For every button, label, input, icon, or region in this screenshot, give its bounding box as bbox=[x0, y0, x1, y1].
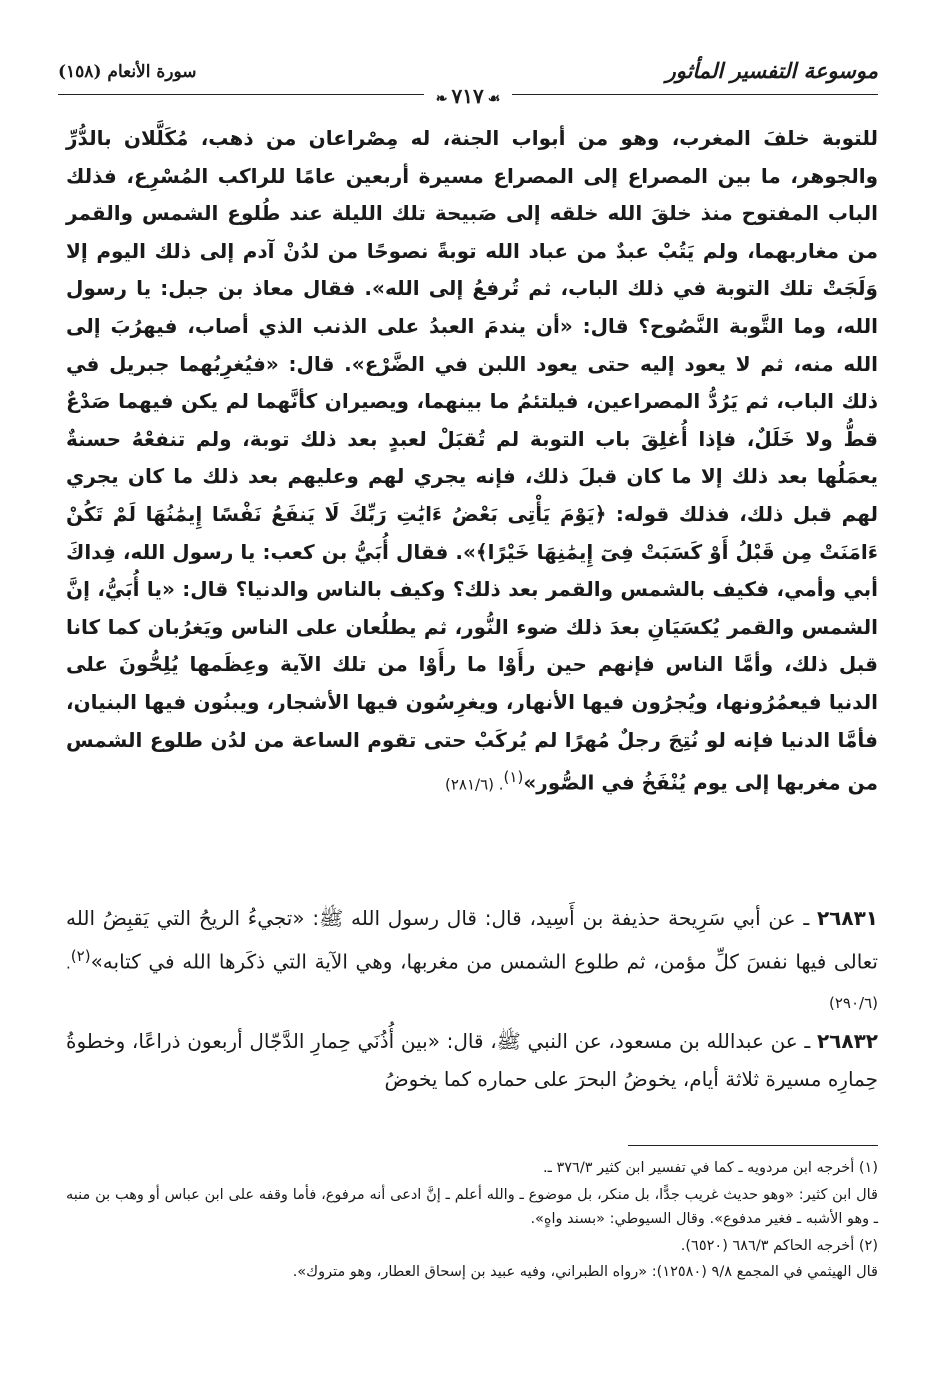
book-title: موسوعة التفسير المأثور bbox=[665, 58, 878, 83]
main-text bbox=[66, 120, 878, 804]
footnotes bbox=[66, 1156, 878, 1287]
hadith-entry bbox=[66, 900, 878, 1022]
ornament-left-icon: ❧ bbox=[435, 91, 448, 107]
page-number: ٧١٧ bbox=[451, 84, 484, 108]
footnote-line: (١) أخرجه ابن مردويه ـ كما في تفسير ابن كثير ٣٧٦/٣ ـ. bbox=[542, 1160, 878, 1176]
paragraph bbox=[66, 120, 878, 804]
footnote-separator bbox=[628, 1145, 878, 1146]
page-number-area bbox=[0, 84, 936, 108]
hadith-entry bbox=[66, 1022, 878, 1098]
surah-label: سورة الأنعام (١٥٨) bbox=[58, 62, 197, 82]
paragraph-text: للتوبة خلفَ المغرب، وهو من أبواب الجنة، له مِصْراعان من ذهب، مُكَلَّلان بالدُّرِّ والجوهر، ما بين المصراع إلى المصراع مسيرة أربعين عامًا للراكب المُسْرِع، فذلك الباب المفتوح منذ خلقَ الله خلقه إلى صَبيحة تلك الليلة عند طُلوع الشمس والقمر من مغاربهما، ولم يَتُبْ عبدٌ من عباد الله توبةً نصوحًا من لدُنْ آدم إلى ذلك اليوم إلا وَلَجَتْ تلك التوبة في ذلك الباب، ثم تُرفعُ إلى الله». فقال معاذ بن جبل: يا رسول الله، وما التَّوبة النَّصُوح؟ قال: «أن يندمَ العبدُ على الذنب الذي أصاب، فيهرُبَ إلى الله منه، ثم لا يعود إليه حتى يعود اللبن في الضَّرْع». قال: «فيُغرِبُهما جبريل في ذلك الباب، ثم يَرُدُّ المصراعين، فيلتئمُ ما بينهما، ويصيران كأنَّهما لم يكن فيهما صَدْعٌ قطُّ ولا خَلَلٌ، فإذا أُغلِقَ باب التوبة لم تُقبَلْ لعبدٍ بعد ذلك توبة، ولم تنفعْهُ حسنةٌ يعمَلُها بعد ذلك إلا ما كان قبلَ ذلك، فإنه يجري لهم وعليهم بعد ذلك ما كان يجري لهم قبل ذلك، فذلك قوله: ﴿يَوْمَ يَأْتِى بَعْضُ ءَايَٰتِ رَبِّكَ لَا يَنفَعُ نَفْسًا إِيمَٰنُهَا لَمْ تَكُنْ ءَامَنَتْ مِن قَبْلُ أَوْ كَسَبَتْ فِىٓ إِيمَٰنِهَا خَيْرًا﴾». فقال أُبَيُّ بن كعب: يا رسول الله، فِداكَ أبي وأمي، فكيف بالشمس والقمر بعد ذلك؟ وكيف بالناس والدنيا؟ قال: «يا أُبَيُّ، إنَّ الشمس والقمر يُكسَيَانِ بعدَ ذلك ضوء النُّور، ثم يطلُعان على الناس ويَغرُبان كما كانا قبل ذلك، وأمَّا الناس فإنهم حين رأَوْا ما رأَوْا من تلك الآية وعِظَمها يُلِحُّونَ على الدنيا فيعمُرُونها، ويُجرُون فيها الأنهار، ويغرِسُون فيها الأشجار، ويبنُون فيها البنيان، فأمَّا الدنيا فإنه لو نُتِجَ رجلٌ مُهرًا لم يُركَبْ حتى تقوم الساعة من لدُن طلوع الشمس من مغربها إلى يوم يُنْفَخُ في الصُّور» bbox=[66, 126, 878, 795]
hadith-number: ٢٦٨٣٢ bbox=[816, 1029, 878, 1053]
ornament-right-icon: ☙ bbox=[487, 91, 501, 107]
hadith-number: ٢٦٨٣١ bbox=[816, 906, 878, 930]
footnote-line: قال الهيثمي في المجمع ٩/٨ (١٢٥٨٠): «رواه الطبراني، وفيه عبيد بن إسحاق العطار، وهو متروك». bbox=[292, 1264, 878, 1280]
hadith-text: ـ عن أبي سَرِيحة حذيفة بن أَسِيد، قال: قال رسول الله ﷺ: «تجيءُ الريحُ التي يَقبِضُ الله تعالى فيها نفسَ كلِّ مؤمن، ثم طلوع الشمس من مغربها، وهي الآية التي ذكَرها الله في كتابه» bbox=[66, 906, 878, 974]
footnote-line: (٢) أخرجه الحاكم ٦٨٦/٣ (٦٥٢٠). bbox=[680, 1237, 878, 1254]
footnote-mark: (٢) bbox=[70, 946, 91, 965]
volume-reference: . (٢٨١/٦) bbox=[445, 775, 504, 794]
hadith-text: ـ عن عبدالله بن مسعود، عن النبي ﷺ، قال: «بين أُذُنَي حِمارِ الدَّجّال أربعون ذراعًا، وخطوةُ حِمارِه مسيرة ثلاثة أيام، يخوضُ البحرَ على حماره كما يخوضُ bbox=[66, 1029, 878, 1091]
footnote-line: قال ابن كثير: «وهو حديث غريب جدًّا، بل منكر، بل موضوع ـ والله أعلم ـ إنَّ ادعى أنه مرفوع، فأما وقفه على ابن عباس أو وهب بن منبه ـ وهو الأشبه ـ فغير مدفوع». وقال السيوطي: «بسند واهٍ». bbox=[66, 1186, 878, 1227]
footnote-mark: (١) bbox=[503, 768, 524, 787]
volume-reference: . (٢٩٠/٦) bbox=[66, 954, 878, 1012]
